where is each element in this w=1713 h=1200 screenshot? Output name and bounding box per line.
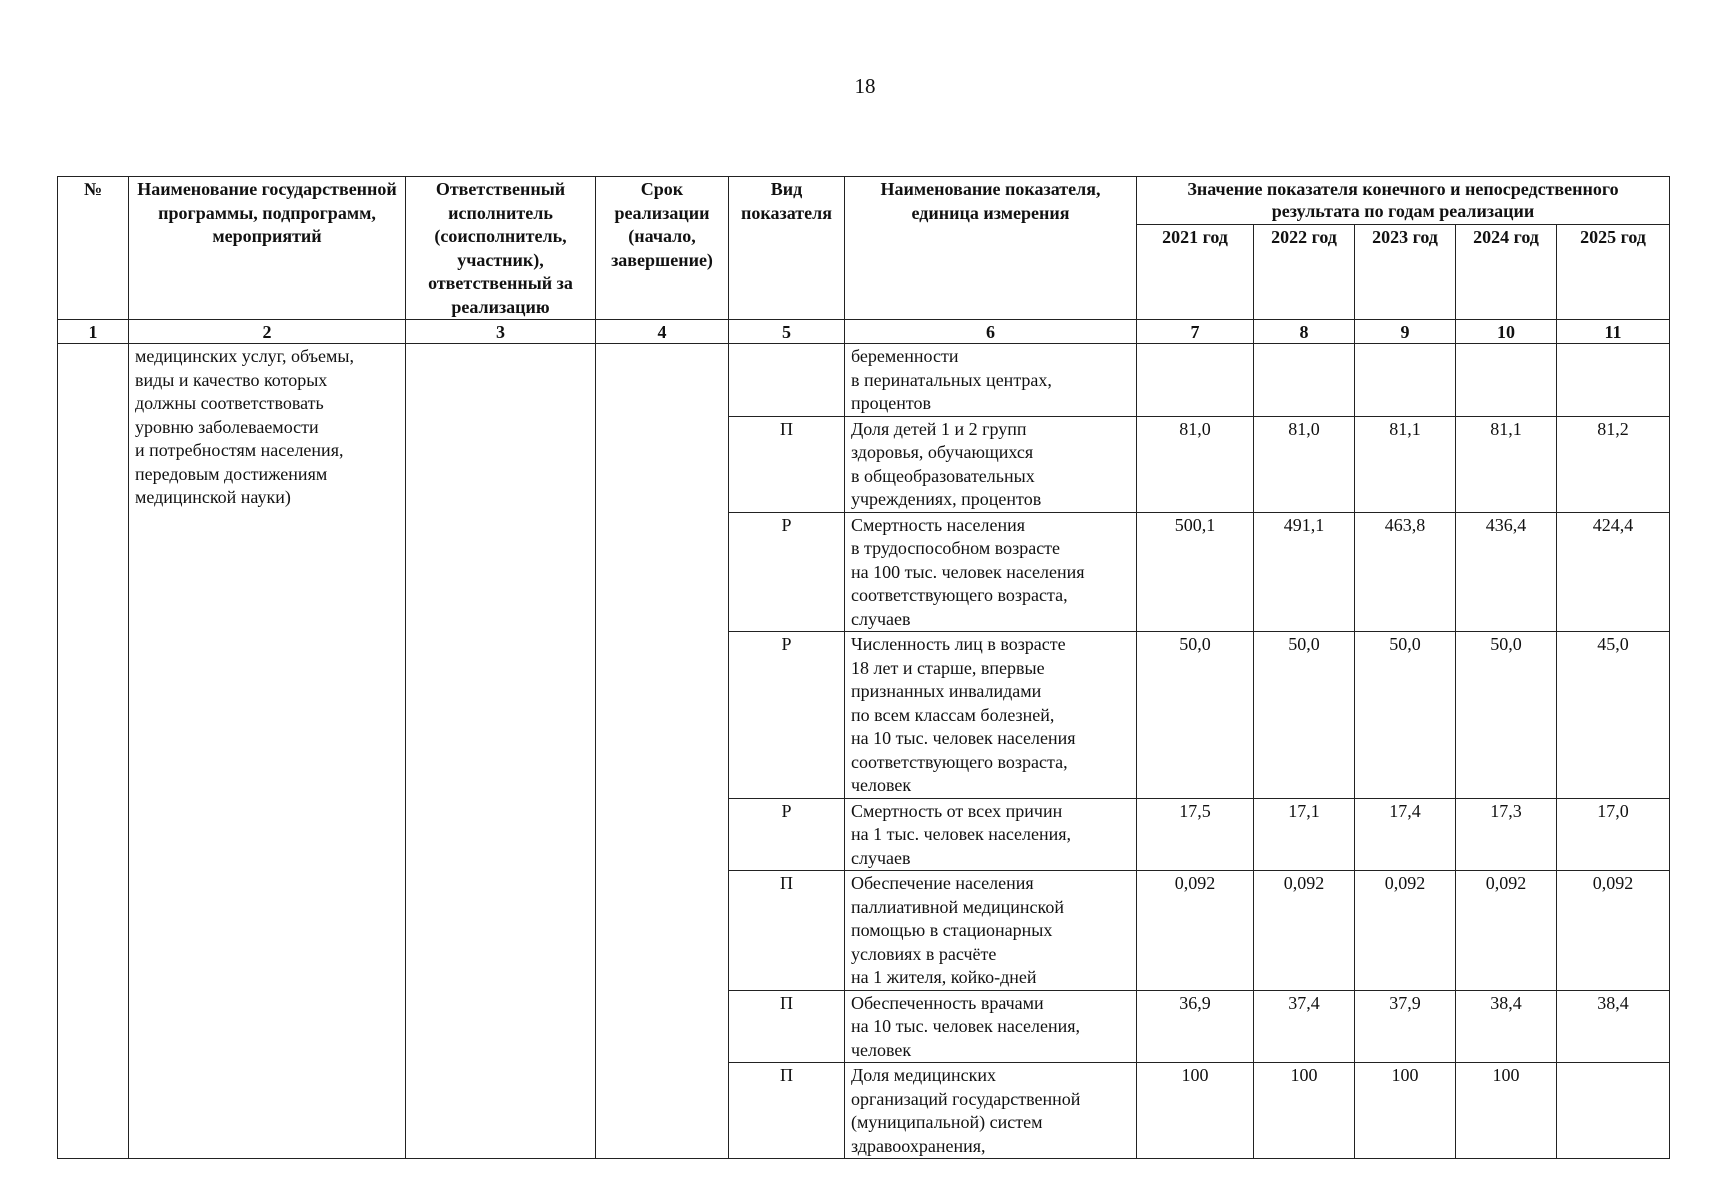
indicator-kind: П: [729, 990, 845, 1063]
column-number: 7: [1137, 320, 1254, 344]
column-number: 2: [129, 320, 406, 344]
header-year: 2023 год: [1355, 224, 1456, 319]
indicator-value: 17,3: [1456, 798, 1557, 871]
indicator-value: 81,1: [1456, 416, 1557, 512]
header-year: 2025 год: [1557, 224, 1670, 319]
indicator-value: 50,0: [1355, 632, 1456, 799]
indicator-value: 50,0: [1456, 632, 1557, 799]
column-number: 11: [1557, 320, 1670, 344]
indicator-value: 100: [1254, 1063, 1355, 1159]
indicators-table: [57, 176, 1670, 1159]
indicator-value: 424,4: [1557, 512, 1670, 632]
indicator-value: 0,092: [1254, 871, 1355, 991]
indicator-name: Доля медицинских организаций государственной (муниципальной) систем здравоохранения,: [845, 1063, 1137, 1159]
indicator-kind: Р: [729, 798, 845, 871]
indicator-value: 38,4: [1557, 990, 1670, 1063]
header-year: 2022 год: [1254, 224, 1355, 319]
header-year: 2024 год: [1456, 224, 1557, 319]
indicator-value: 0,092: [1557, 871, 1670, 991]
column-numbers-row: [58, 320, 1670, 344]
indicator-name: Смертность от всех причин на 1 тыс. человек населения, случаев: [845, 798, 1137, 871]
indicator-value: 81,1: [1355, 416, 1456, 512]
page-number: 18: [854, 74, 876, 98]
indicator-value: 500,1: [1137, 512, 1254, 632]
indicator-name: Доля детей 1 и 2 групп здоровья, обучающихся в общеобразовательных учреждениях, процентов: [845, 416, 1137, 512]
indicator-kind: Р: [729, 632, 845, 799]
indicator-value: [1557, 344, 1670, 417]
column-number: 4: [596, 320, 729, 344]
indicator-value: 0,092: [1137, 871, 1254, 991]
column-number: 8: [1254, 320, 1355, 344]
column-number: 1: [58, 320, 129, 344]
header-number: №: [58, 177, 129, 320]
column-number: 9: [1355, 320, 1456, 344]
indicator-value: [1137, 344, 1254, 417]
indicator-value: 37,9: [1355, 990, 1456, 1063]
indicator-value: [1254, 344, 1355, 417]
indicator-name: Обеспеченность врачами на 10 тыс. человек населения, человек: [845, 990, 1137, 1063]
indicator-value: 17,0: [1557, 798, 1670, 871]
indicator-value: 463,8: [1355, 512, 1456, 632]
header-values-title: Значение показателя конечного и непосредственного результата по годам реализации: [1137, 177, 1670, 225]
column-number: 6: [845, 320, 1137, 344]
indicator-kind: П: [729, 1063, 845, 1159]
table-row: [58, 344, 1670, 417]
indicator-kind: [729, 344, 845, 417]
indicator-value: 37,4: [1254, 990, 1355, 1063]
header-period: Срок реализации (начало, завершение): [596, 177, 729, 320]
indicator-value: 100: [1355, 1063, 1456, 1159]
indicator-value: 17,1: [1254, 798, 1355, 871]
indicator-name: Обеспечение населения паллиативной медицинской помощью в стационарных условиях в расчёте на 1 жителя, койко-дней: [845, 871, 1137, 991]
header-year: 2021 год: [1137, 224, 1254, 319]
indicator-name: беременности в перинатальных центрах, процентов: [845, 344, 1137, 417]
indicator-value: 50,0: [1254, 632, 1355, 799]
indicator-value: [1456, 344, 1557, 417]
indicator-value: [1355, 344, 1456, 417]
indicator-value: 491,1: [1254, 512, 1355, 632]
indicator-value: 17,4: [1355, 798, 1456, 871]
indicator-value: 45,0: [1557, 632, 1670, 799]
indicator-value: 81,2: [1557, 416, 1670, 512]
indicator-value: 81,0: [1254, 416, 1355, 512]
indicator-value: 38,4: [1456, 990, 1557, 1063]
indicator-value: 81,0: [1137, 416, 1254, 512]
indicator-value: 100: [1137, 1063, 1254, 1159]
column-number: 10: [1456, 320, 1557, 344]
indicator-value: 17,5: [1137, 798, 1254, 871]
program-name-cell: медицинских услуг, объемы, виды и качество которых должны соответствовать уровню заболеваемости и потребностям населения, передовым достижениям медицинской науки): [129, 344, 406, 1159]
header-indicator-name: Наименование показателя, единица измерения: [845, 177, 1137, 320]
indicator-value: 0,092: [1355, 871, 1456, 991]
indicator-kind: Р: [729, 512, 845, 632]
header-program-name: Наименование государственной программы, подпрограмм, мероприятий: [129, 177, 406, 320]
header-indicator-kind: Вид показателя: [729, 177, 845, 320]
indicator-kind: П: [729, 871, 845, 991]
column-number: 5: [729, 320, 845, 344]
indicator-kind: П: [729, 416, 845, 512]
indicator-name: Смертность населения в трудоспособном возрасте на 100 тыс. человек населения соответствующего возраста, случаев: [845, 512, 1137, 632]
indicator-value: [1557, 1063, 1670, 1159]
indicator-name: Численность лиц в возрасте 18 лет и старше, впервые признанных инвалидами по всем классам болезней, на 10 тыс. человек населения соответствующего возраста, человек: [845, 632, 1137, 799]
indicator-value: 436,4: [1456, 512, 1557, 632]
indicator-value: 50,0: [1137, 632, 1254, 799]
column-number: 3: [406, 320, 596, 344]
responsible-cell: [406, 344, 596, 1159]
indicator-value: 100: [1456, 1063, 1557, 1159]
indicator-value: 36,9: [1137, 990, 1254, 1063]
period-cell: [596, 344, 729, 1159]
header-responsible: Ответственный исполнитель (соисполнитель, участник), ответственный за реализацию: [406, 177, 596, 320]
indicator-value: 0,092: [1456, 871, 1557, 991]
row-number-cell: [58, 344, 129, 1159]
